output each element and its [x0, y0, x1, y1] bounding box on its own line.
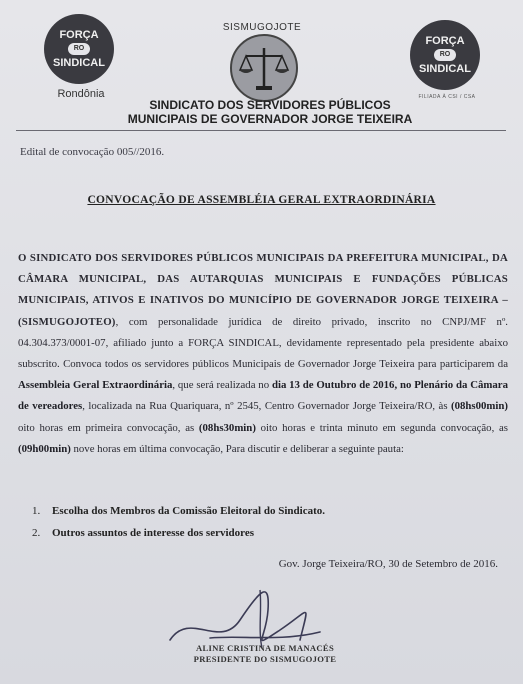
paragraph-text-2: , que será realizada no	[172, 379, 272, 392]
date-line: Gov. Jorge Teixeira/RO, 30 de Setembro de 2016.	[278, 558, 498, 570]
logo-right-badge: RO	[434, 49, 456, 61]
logo-left-badge: RO	[68, 43, 90, 55]
paragraph-bold-3: (08hs00min)	[451, 400, 508, 413]
paragraph-text-4: oito horas em primeira convocação, as	[18, 421, 199, 434]
organization-name-line2: MUNICIPAIS DE GOVERNADOR JORGE TEIXEIRA	[127, 112, 413, 126]
signatory-role: PRESIDENTE DO SISMUGOJOTE	[193, 654, 337, 664]
forca-sindical-logo-left	[44, 14, 114, 84]
paragraph-bold-4: (08hs30min)	[198, 421, 256, 434]
sismugojote-logo	[210, 22, 314, 104]
document-title: CONVOCAÇÃO DE ASSEMBLÉIA GERAL EXTRAORDINÁRIA	[87, 194, 436, 206]
paragraph-bold-5: (09h00min)	[18, 442, 71, 455]
sismugojote-logo-text: SISMUGOJOTE	[222, 22, 302, 33]
paragraph-text-5: oito horas e trinta minuto em segunda convocação, as	[255, 421, 508, 434]
logo-right-caption: FILIADA À CSI / CSA	[418, 94, 476, 100]
header-divider	[16, 130, 506, 131]
scales-of-justice-icon	[230, 34, 298, 102]
handwritten-signature	[150, 580, 350, 652]
forca-sindical-logo-right	[410, 20, 480, 90]
union-full-name: O SINDICATO DOS SERVIDORES PÚBLICOS MUNICIPAIS DA PREFEITURA MUNICIPAL, DA CÂMARA MUNICIPAL, DAS AUTARQUIAS MUNICIPAIS E FUNDAÇÕES PÚBLICAS MUNICIPAIS, ATIVOS E INATIVOS DO MUNICÍPIO DE GOVERNADOR JORGE TEIXEIRA – (SISMUGOJOTEO)	[18, 252, 508, 328]
signatory	[140, 643, 390, 665]
organization-name	[100, 98, 440, 126]
agenda-item: 2. Outros assuntos de interesse dos servidores	[32, 527, 254, 539]
organization-name-line1: SINDICATO DOS SERVIDORES PÚBLICOS	[149, 98, 391, 112]
logo-left-caption: Rondônia	[57, 88, 105, 100]
paragraph-bold-2: dia 13 de Outubro de 2016, no Plenário da Câmara de vereadores	[18, 379, 509, 413]
edital-number: Edital de convocação 005//2016.	[20, 146, 165, 158]
convocation-paragraph	[18, 248, 508, 460]
paragraph-text-6: nove horas em última convocação, Para discutir e deliberar a seguinte pauta:	[70, 442, 404, 455]
paragraph-bold-1: Assembleia Geral Extraordinária	[18, 379, 173, 392]
logo-left-line1: FORÇA	[59, 29, 99, 41]
agenda-list	[32, 500, 492, 544]
logo-left-line2: SINDICAL	[53, 57, 105, 69]
agenda-item: 1. Escolha dos Membros da Comissão Eleitoral do Sindicato.	[32, 505, 325, 517]
logo-right-line1: FORÇA	[425, 35, 465, 47]
logo-right-line2: SINDICAL	[419, 63, 471, 75]
signatory-name: ALINE CRISTINA DE MANACÉS	[195, 643, 335, 653]
paragraph-text-3: , localizada na Rua Quariquara, nº 2545, Centro Governador Jorge Teixeira/RO, às	[82, 400, 451, 413]
paragraph-text-1: , com personalidade jurídica de direito privado, inscrito no CNPJ/MF nº. 04.304.373/0001-07, afiliado junto a FORÇA SINDICAL, devidamente representado pela presidente abaixo subscrito. Convoca todos os servidores públicos Municipais de Governador Jorge Teixeira para participarem da	[18, 315, 508, 371]
